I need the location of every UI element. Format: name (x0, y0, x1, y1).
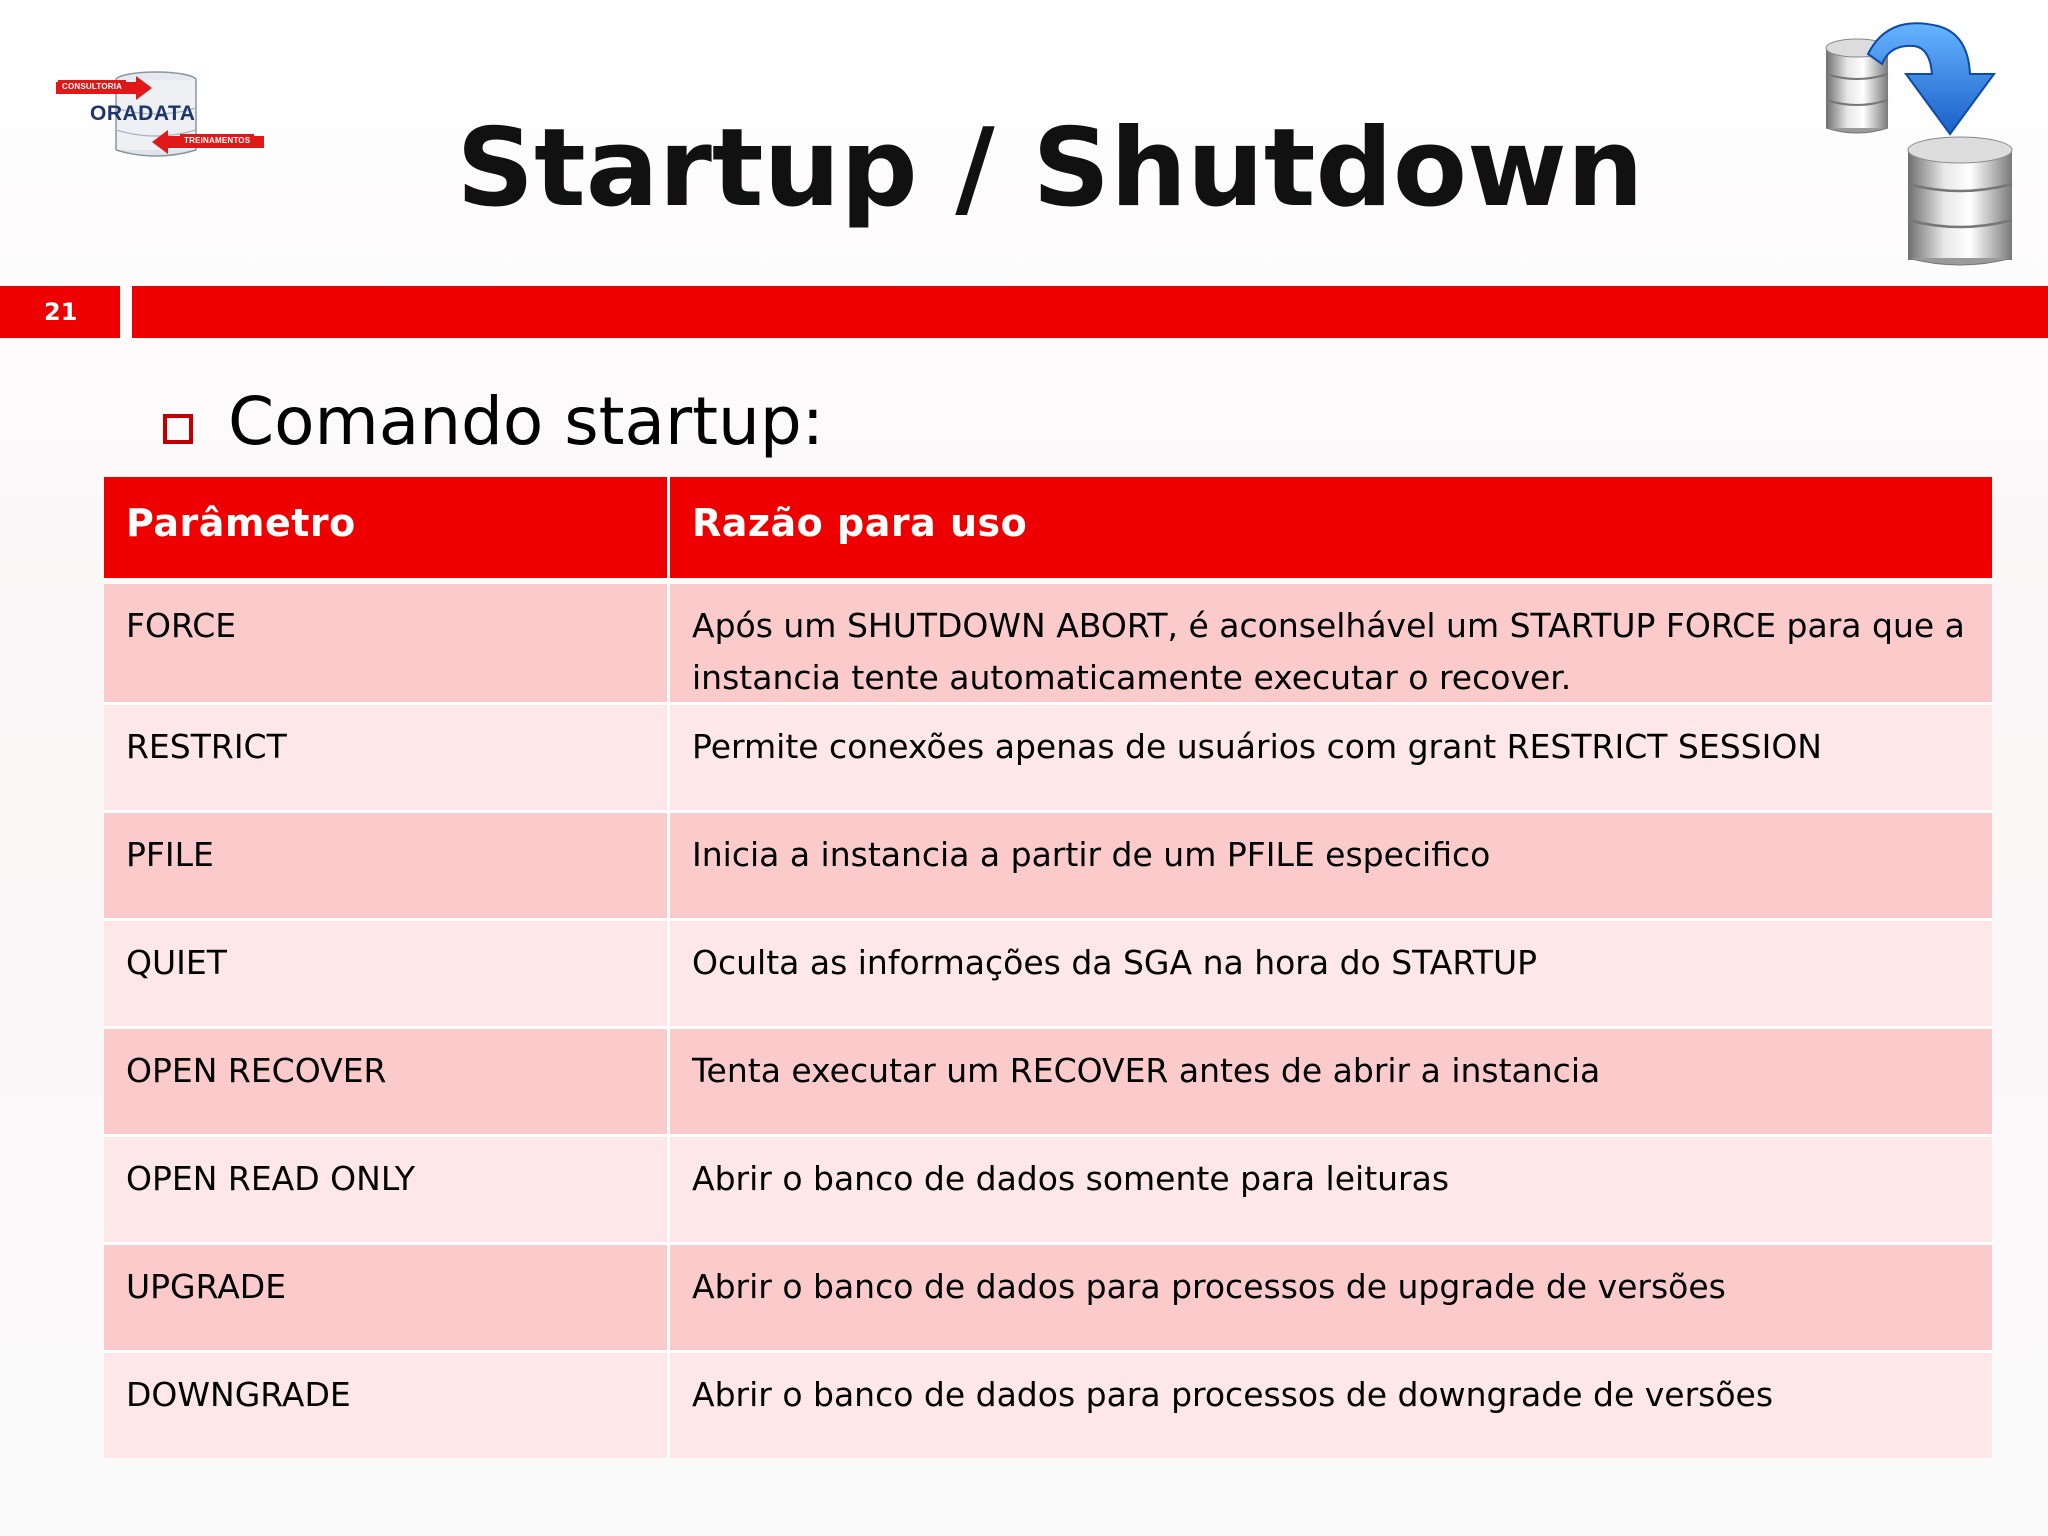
database-transfer-icon (1818, 18, 2018, 268)
square-bullet-icon (163, 414, 193, 444)
table-cell-reason: Oculta as informações da SGA na hora do STARTUP (692, 943, 1538, 982)
table-cell-param: OPEN RECOVER (104, 1029, 670, 1134)
table-row (104, 1350, 1992, 1458)
oradata-logo-icon (56, 68, 264, 168)
table-row (104, 1026, 1992, 1134)
logo-tag-consultoria: CONSULTORIA (58, 80, 126, 93)
table-row (104, 810, 1992, 918)
table-cell-reason: Após um SHUTDOWN ABORT, é aconselhável um STARTUP FORCE para que a instancia tente automaticamente executar o recover. (692, 606, 1965, 697)
table-cell-reason: Abrir o banco de dados para processos de downgrade de versões (692, 1375, 1774, 1414)
table-header-row (104, 477, 1992, 578)
table-row (104, 1134, 1992, 1242)
table-cell-param: QUIET (104, 921, 670, 1026)
table-cell-param: UPGRADE (104, 1245, 670, 1350)
logo-brand-text: ORADATA (90, 102, 196, 125)
table-header-razao: Razão para uso (692, 501, 1028, 545)
table-row (104, 578, 1992, 702)
startup-parameters-table (104, 477, 1992, 1458)
table-row (104, 702, 1992, 810)
bullet-heading: Comando startup: (228, 383, 824, 460)
table-row (104, 918, 1992, 1026)
table-cell-param: OPEN READ ONLY (104, 1137, 670, 1242)
table-cell-reason: Abrir o banco de dados para processos de upgrade de versões (692, 1267, 1726, 1306)
logo-tag-treinamentos: TREINAMENTOS (180, 134, 254, 147)
table-cell-reason: Abrir o banco de dados somente para leituras (692, 1159, 1450, 1198)
table-header-parametro: Parâmetro (104, 477, 670, 578)
table-row (104, 1242, 1992, 1350)
table-cell-param: RESTRICT (104, 705, 670, 810)
table-cell-reason: Inicia a instancia a partir de um PFILE especifico (692, 835, 1491, 874)
header-divider-bar (132, 286, 2048, 338)
slide-title: Startup / Shutdown (456, 106, 1644, 231)
slide-number: 21 (0, 286, 120, 338)
table-cell-reason: Permite conexões apenas de usuários com grant RESTRICT SESSION (692, 727, 1822, 766)
table-cell-param: DOWNGRADE (104, 1353, 670, 1458)
table-cell-reason: Tenta executar um RECOVER antes de abrir a instancia (692, 1051, 1601, 1090)
table-cell-param: FORCE (104, 584, 670, 702)
table-cell-param: PFILE (104, 813, 670, 918)
